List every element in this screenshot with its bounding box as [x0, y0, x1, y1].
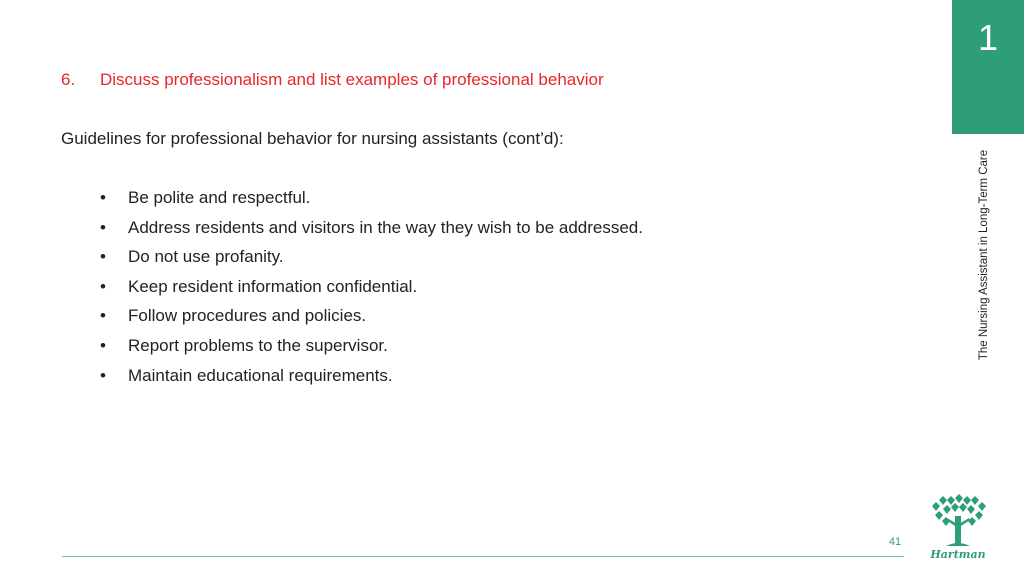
chapter-tab — [952, 0, 1024, 134]
bullet-icon: • — [100, 188, 106, 207]
bullet-icon: • — [100, 306, 106, 326]
bullet-icon: • — [100, 276, 106, 296]
bullet-list — [100, 183, 643, 390]
objective-text: Discuss professionalism and list examples of professional behavior — [100, 70, 604, 89]
list-item-text: Follow procedures and policies. — [128, 306, 367, 326]
list-item-text: Report problems to the supervisor. — [128, 335, 388, 355]
list-item-text: Be polite and respectful. — [128, 188, 311, 207]
bullet-icon: • — [100, 217, 106, 237]
logo-text: Hartman — [930, 548, 986, 561]
bullet-icon: • — [100, 247, 106, 267]
list-item — [100, 361, 643, 391]
objective-heading — [61, 68, 604, 92]
list-item — [100, 301, 643, 331]
bullet-icon: • — [100, 335, 106, 355]
list-item — [100, 272, 643, 302]
list-item — [100, 213, 643, 243]
objective-number: 6. — [61, 70, 76, 89]
list-item-text: Keep resident information confidential. — [128, 276, 418, 296]
list-item-text: Address residents and visitors in the way they wish to be addressed. — [128, 217, 643, 237]
list-item-text: Maintain educational requirements. — [128, 365, 393, 385]
list-item — [100, 183, 643, 213]
intro-text: Guidelines for professional behavior for nursing assistants (cont’d): — [61, 129, 564, 148]
bullet-icon: • — [100, 365, 106, 385]
footer-divider — [62, 556, 904, 557]
list-item-text: Do not use profanity. — [128, 247, 284, 267]
list-item — [100, 242, 643, 272]
side-title: The Nursing Assistant in Long-Term Care — [978, 149, 990, 361]
page-number: 41 — [888, 536, 902, 548]
chapter-number: 1 — [977, 17, 999, 58]
list-item — [100, 331, 643, 361]
